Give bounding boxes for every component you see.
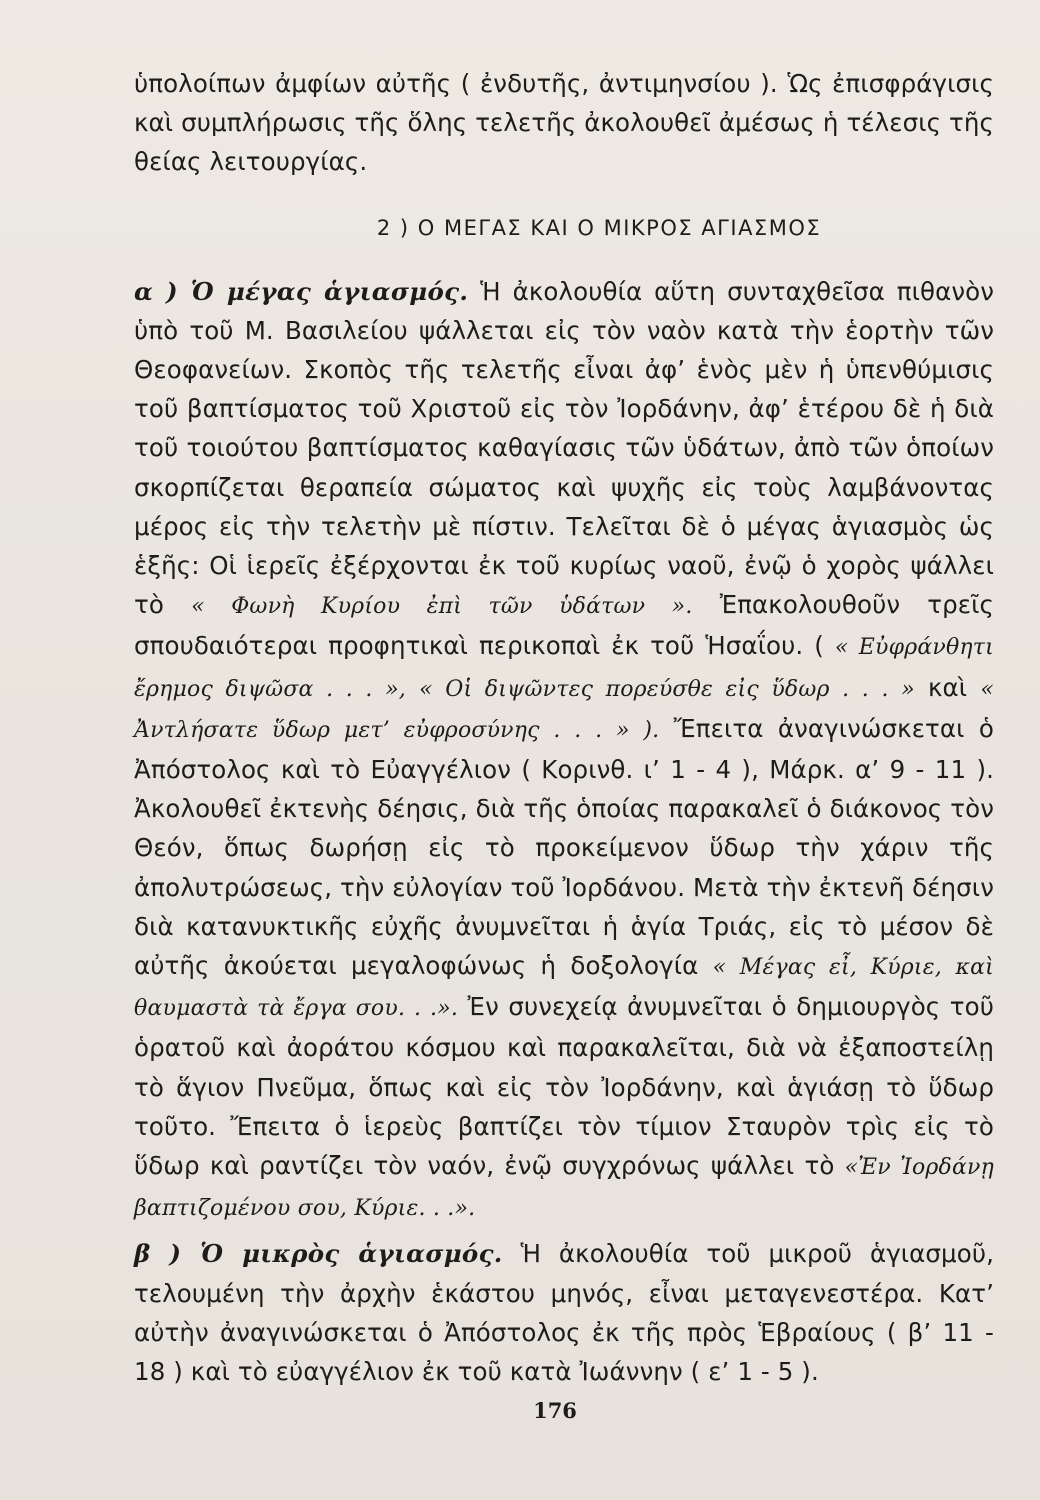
text-segment: Ἐπακολουθοῦν τρεῖς σπουδαιότεραι προφητικαὶ περικοπαὶ ἐκ τοῦ Ἡσαΐου. (	[134, 590, 994, 661]
quote-oi-dipsontes: « Οἱ διψῶντες πορεύσθε εἰς ὕδωρ . . . »	[419, 676, 915, 702]
paragraph-great-blessing	[134, 272, 994, 1229]
text-block	[134, 64, 994, 1391]
section-heading: 2 ) Ο ΜΕΓΑΣ ΚΑΙ Ο ΜΙΚΡΟΣ ΑΓΙΑΣΜΟΣ	[376, 215, 822, 240]
subheading-great-blessing: α ) Ὁ μέγας ἁγιασμός.	[134, 276, 469, 306]
quote-eufranthiti: « Εὐφράνθητι ἔρημος διψῶσα . . . »,	[134, 635, 995, 702]
text-segment: Ἡ ἀκολουθία αὕτη συνταχθεῖσα πιθανὸν ὑπὸ τοῦ Μ. Βασιλείου ψάλλεται εἰς τὸν ναὸν κατὰ τὴν ἑορτὴν τῶν Θεοφανείων. Σκοπὸς τῆς τελετῆς εἶναι ἀφ’ ἑνὸς μὲν ἡ ὑπενθύμισις τοῦ βαπτίσματος τοῦ Χριστοῦ εἰς τὸν Ἰορδάνην, ἀφ’ ἑτέρου δὲ ἡ διὰ τοῦ τοιούτου βαπτίσματος καθαγίασις τῶν ὑδάτων, ἀπὸ τῶν ὁποίων σκορπίζεται θεραπεία σώματος καὶ ψυχῆς εἰς τοὺς λαμβάνοντας μέρος εἰς τὴν τελετὴν μὲ πίστιν. Τελεῖται δὲ ὁ μέγας ἁγιασμὸς ὡς ἑξῆς: Οἱ ἱερεῖς ἐξέρχονται ἐκ τοῦ κυρίως ναοῦ, ἐνῷ ὁ χορὸς ψάλλει τὸ	[134, 276, 994, 620]
quote-megas-ei: « Μέγας εἶ, Κύριε, καὶ θαυμαστὰ τὰ ἔργα σου. . .».	[134, 955, 994, 1022]
subheading-small-blessing: β ) Ὁ μικρὸς ἁγιασμός.	[134, 1239, 503, 1269]
intro-paragraph: ὑπολοίπων ἀμφίων αὐτῆς ( ἐνδυτῆς, ἀντιμηνσίου ). Ὡς ἐπισφράγισις καὶ συμπλήρωσις τῆς ὅλης τελετῆς ἀκολουθεῖ ἀμέσως ἡ τέλεσις τῆς θείας λειτουργίας.	[134, 69, 994, 177]
quote-en-iordani: «Ἐν Ἰορδάνῃ βαπτιζομένου σου, Κύριε. . .».	[134, 1155, 994, 1222]
page-number: 176	[533, 1398, 577, 1423]
text-segment	[406, 673, 419, 702]
text-segment: καὶ	[914, 672, 981, 702]
paragraph-small-blessing	[134, 1234, 994, 1391]
text-segment: Ἔπειτα ἀναγινώσκεται ὁ Ἀπόστολος καὶ τὸ Εὐαγγέλιον ( Κορινθ. ι’ 1 - 4 ), Μάρκ. α’ 9 - 11 ). Ἀκολουθεῖ ἐκτενὴς δέησις, διὰ τῆς ὁποίας παρακαλεῖ ὁ διάκονος τὸν Θεόν, ὅπως δωρήσῃ εἰς τὸ προκείμενον ὕδωρ τὴν χάριν τῆς ἀπολυτρώσεως, τὴν εὐλογίαν τοῦ Ἰορδάνου. Μετὰ τὴν ἐκτενῆ δέησιν διὰ κατανυκτικῆς εὐχῆς ἀνυμνεῖται ἡ ἁγία Τριάς, εἰς τὸ μέσον δὲ αὐτῆς ἀκούεται μεγαλοφώνως ἡ δοξολογία	[134, 713, 994, 981]
quote-phone-kyriou: « Φωνὴ Κυρίου ἐπὶ τῶν ὑδάτων ».	[191, 594, 693, 620]
text-segment: Ἡ ἀκολουθία τοῦ μικροῦ ἁγιασμοῦ, τελουμένη τὴν ἀρχὴν ἑκάστου μηνός, εἶναι μεταγενεστέρα. Κατ’ αὐτὴν ἀναγινώσκεται ὁ Ἀπόστολος ἐκ τῆς πρὸς Ἑβραίους ( β’ 11 - 18 ) καὶ τὸ εὐαγγέλιον ἐκ τοῦ κατὰ Ἰωάννην ( ε’ 1 - 5 ).	[134, 1239, 995, 1387]
quote-antlisate: « Ἀντλήσατε ὕδωρ μετ’ εὐφροσύνης . . . » ).	[134, 676, 994, 743]
text-segment: Ἐν συνεχείᾳ ἀνυμνεῖται ὁ δημιουργὸς τοῦ ὁρατοῦ καὶ ἀοράτου κόσμου καὶ παρακαλεῖται, διὰ νὰ ἐξαποστείλῃ τὸ ἅγιον Πνεῦμα, ὅπως καὶ εἰς τὸν Ἰορδάνην, καὶ ἁγιάσῃ τὸ ὕδωρ τοῦτο. Ἔπειτα ὁ ἱερεὺς βαπτίζει τὸν τίμιον Σταυρὸν τρὶς εἰς τὸ ὕδωρ καὶ ραντίζει τὸν ναόν, ἐνῷ συγχρόνως ψάλλει τὸ	[134, 992, 994, 1181]
